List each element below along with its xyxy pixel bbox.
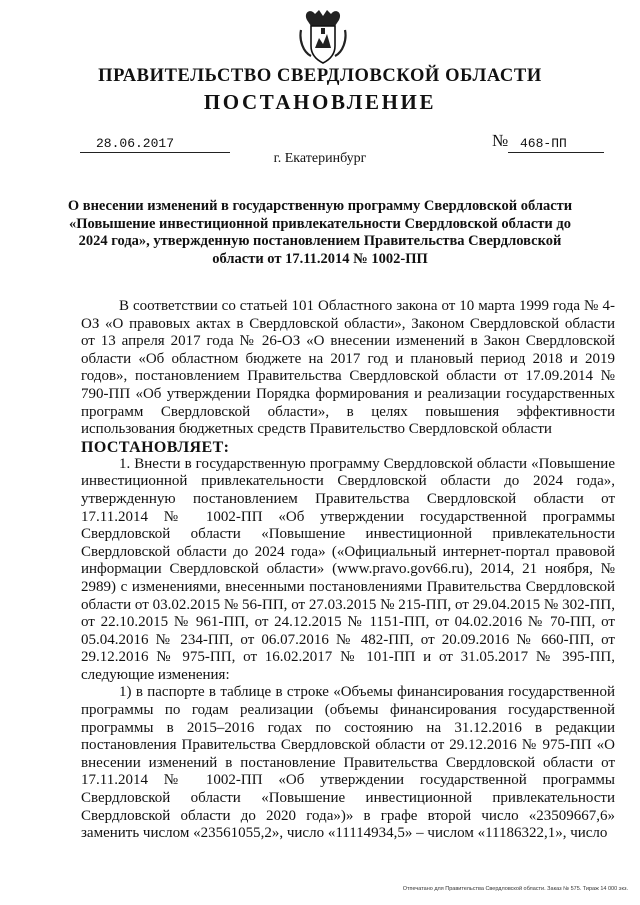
item-1-paragraph: 1. Внести в государственную программу Свердловской области «Повышение инвестиционной привлекательности Свердловской области до 2024 года», утвержденную постановлением Правительства Свердловской области от 17.11.2014 № 1002-ПП «Об утверждении государственной программы Свердловской области «Повышение инвестиционной привлекательности Свердловской области до 2024 года» («Официальный интернет-портал правовой информации Свердловской области» (www.pravo.gov66.ru), 2014, 21 ноября, № 2989) с изменениями, внесенными постановлениями Правительства Свердловской области от 03.02.2015 № 56-ПП, от 27.03.2015 № 215-ПП, от 29.04.2015 № 302-ПП, от 22.10.2015 № 961-ПП, от 24.12.2015 № 1151-ПП, от 04.02.2016 № 70-ПП, от 05.04.2016 № 234-ПП, от 06.07.2016 № 482-ПП, от 20.09.2016 № 660-ПП, от 29.12.2016 № 975-ПП, от 16.02.2017 № 101-ПП и от 31.05.2017 № 395-ПП, следующие изменения: [81, 455, 615, 683]
decision-heading: ПОСТАНОВЛЯЕТ: [81, 438, 230, 456]
number-label: № [492, 131, 509, 150]
document-number-value: 468-ПП [520, 136, 567, 151]
preamble-paragraph: В соответствии со статьей 101 Областного закона от 10 марта 1999 года № 4-ОЗ «О правовых актах в Свердловской области», Законом Свердловской области от 13 апреля 2017 года № 26-ОЗ «О внесении изменений в Закон Свердловской области «Об областном бюджете на 2017 год и плановый период 2018 и 2019 годов», постановлением Правительства Свердловской области от 17.09.2014 № 790-ПП «Об утверждении Порядка формирования и реализации государственных программ Свердловской области», в целях повышения эффективности использования бюджетных средств Правительство Свердловской области [81, 298, 615, 438]
subitem-1-paragraph: 1) в паспорте в таблице в строке «Объемы финансирования государственной программы по годам реализации (объемы финансирования государственной программы в 2015–2016 годах по состоянию на 31.12.2016 в редакции постановления Правительства Свердловской области от 29.12.2016 № 975-ПП «О внесении изменений в постановление Правительства Свердловской области от 17.11.2014 № 1002-ПП «Об утверждении государственной программы Свердловской области «Повышение инвестиционной привлекательности Свердловской области до 2020 года»)» в графе второй число «23509667,6» заменить числом «23561055,2», число «11114934,5» – числом «11186322,1», число [81, 684, 615, 842]
document-title: О внесении изменений в государственную программу Свердловской области «Повышение инвестиционной привлекательности Свердловской области до 2024 года», утвержденную постановлением Правительства Свердловской области от 17.11.2014 № 1002-ПП [67, 198, 573, 268]
document-date: 28.06.2017 [80, 136, 230, 153]
city: г. Екатеринбург [273, 151, 367, 166]
coat-of-arms-icon [299, 6, 347, 64]
government-name: ПРАВИТЕЛЬСТВО СВЕРДЛОВСКОЙ ОБЛАСТИ [98, 66, 542, 86]
document-body [81, 298, 615, 843]
print-footer: Отпечатано для Правительства Свердловской области. Заказ № 575. Тираж 14 000 экз. [402, 886, 628, 892]
document-type: ПОСТАНОВЛЕНИЕ [203, 90, 437, 114]
